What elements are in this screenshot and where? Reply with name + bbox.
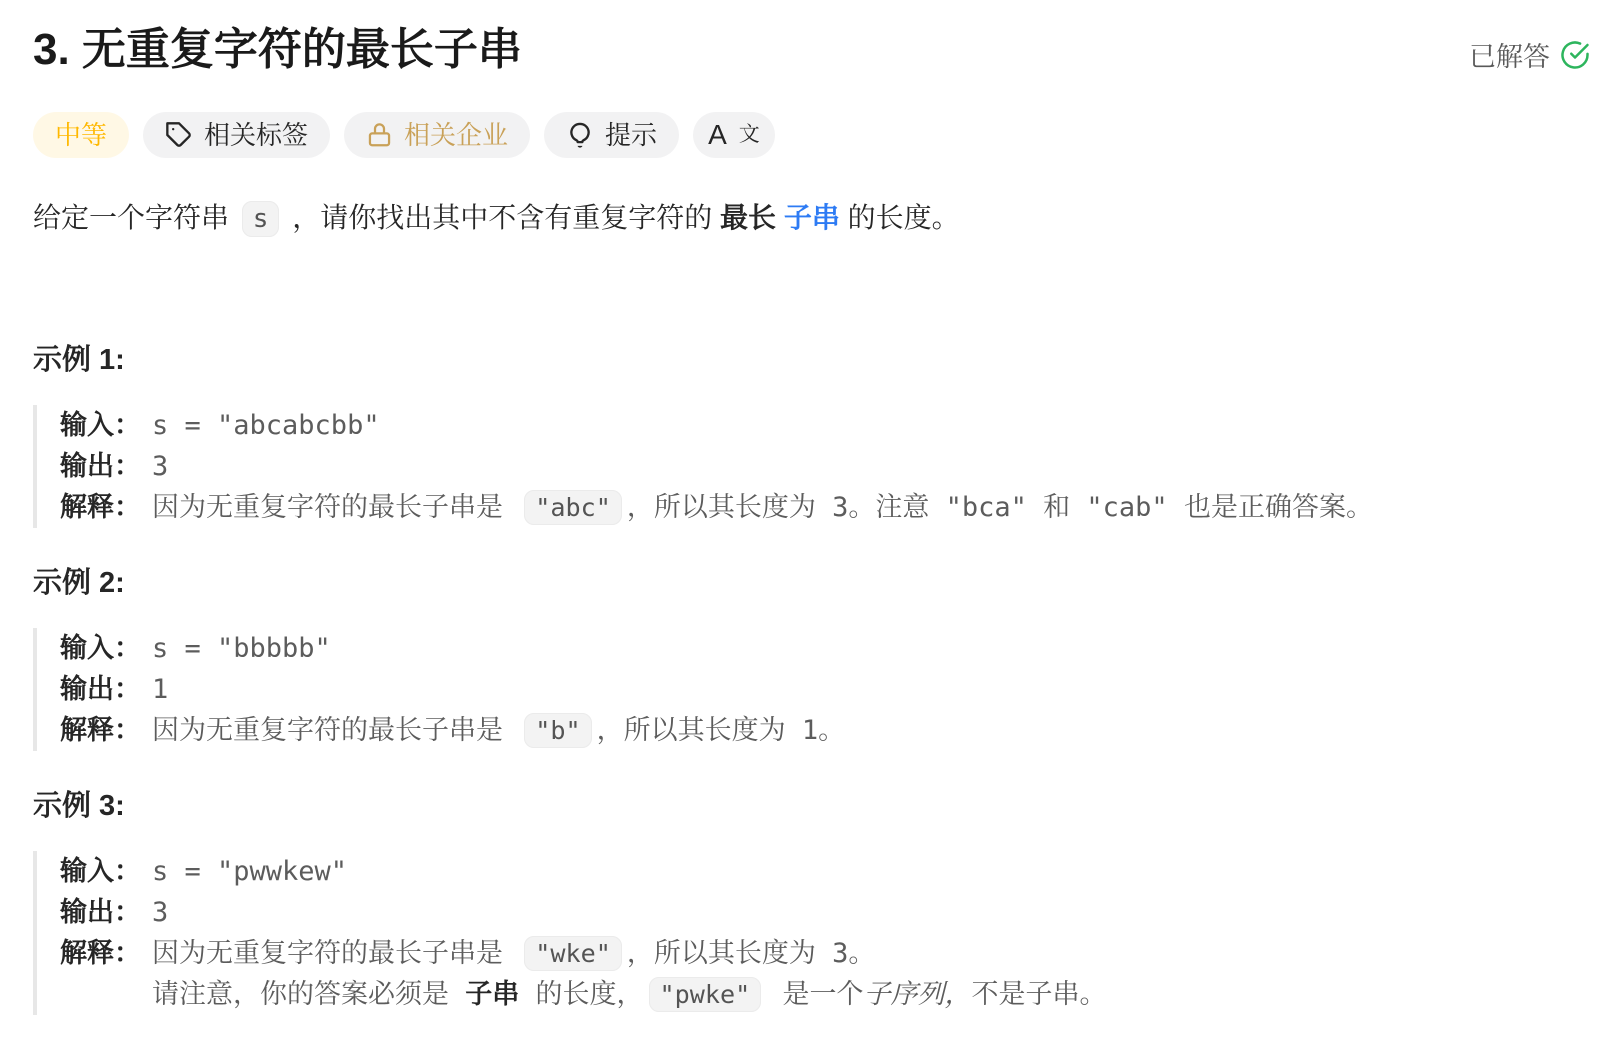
text-segment: 3 <box>152 896 169 928</box>
difficulty-label: 中等 <box>55 119 108 150</box>
example-line <box>60 710 1590 751</box>
line-content <box>152 488 1373 528</box>
text-segment: 因为无重复字符的最长子串是 <box>152 937 520 969</box>
text-segment: 的长度。 <box>839 201 960 233</box>
problem-statement <box>33 198 1590 239</box>
line-content <box>152 406 380 446</box>
example-line <box>60 487 1590 528</box>
example-3-heading: 示例 3: <box>33 789 125 822</box>
text-segment: s = "bbbbb" <box>152 632 331 664</box>
text-segment: 请注意，你的答案必须是 <box>152 978 466 1010</box>
text-segment: 1 <box>152 673 169 705</box>
example-line <box>60 669 1590 710</box>
text-segment: 是一个 <box>766 978 864 1010</box>
problem-title: 3. 无重复字符的最长子串 <box>33 25 522 74</box>
line-content <box>152 974 1107 1015</box>
text-segment: 3 <box>152 450 169 482</box>
line-content <box>152 852 347 892</box>
related-tags-button[interactable] <box>143 112 330 158</box>
lightbulb-icon <box>566 121 594 149</box>
hint-button[interactable] <box>544 112 679 158</box>
tags-row <box>33 112 1590 158</box>
hint-label: 提示 <box>605 119 658 150</box>
line-label: 解释： <box>60 937 141 968</box>
tag-icon <box>165 121 193 149</box>
line-label: 解释： <box>60 491 141 522</box>
line-content <box>152 893 168 933</box>
example-line <box>60 974 1590 1015</box>
line-label: 输入： <box>60 855 141 886</box>
related-tags-label: 相关标签 <box>204 119 309 150</box>
text-segment: 最长 <box>720 201 777 233</box>
text-segment: s <box>242 201 280 237</box>
example-line <box>60 933 1590 974</box>
example-line <box>60 851 1590 892</box>
text-segment: 子序列， <box>863 978 972 1010</box>
line-content <box>152 447 168 487</box>
line-label: 输入： <box>60 409 141 440</box>
text-segment: "b" <box>524 713 591 748</box>
related-companies-button[interactable] <box>344 112 530 158</box>
translate-icon-sub: 文 <box>738 123 760 147</box>
related-companies-label: 相关企业 <box>404 119 509 150</box>
line-label: 输出： <box>60 450 141 481</box>
example-2-heading: 示例 2: <box>33 566 125 599</box>
text-segment: "pwke" <box>649 977 762 1012</box>
solved-status-label: 已解答 <box>1469 42 1550 72</box>
substring-link[interactable]: 子串 <box>783 201 840 233</box>
line-content <box>152 711 845 751</box>
text-segment: 不是子串。 <box>971 978 1107 1010</box>
line-content <box>152 670 168 710</box>
line-label: 解释： <box>60 714 141 745</box>
example-3-block <box>33 851 1590 1015</box>
example-line <box>60 628 1590 669</box>
translate-icon: A <box>708 118 727 150</box>
text-segment: 给定一个字符串 <box>33 201 237 233</box>
line-label: 输出： <box>60 896 141 927</box>
example-2-block <box>33 628 1590 751</box>
text-segment: ，所以其长度为 3。 <box>626 937 876 969</box>
solved-status-badge <box>1469 35 1590 74</box>
example-line <box>60 405 1590 446</box>
check-circle-icon <box>1560 40 1590 70</box>
example-line <box>60 892 1590 933</box>
header-row <box>33 25 1590 76</box>
text-segment: 的长度， <box>519 978 644 1010</box>
line-content <box>152 934 875 974</box>
text-segment: ，所以其长度为 3。注意 "bca" 和 "cab" 也是正确答案。 <box>626 491 1373 523</box>
text-segment: ，所以其长度为 1。 <box>596 714 846 746</box>
line-label: 输入： <box>60 632 141 663</box>
text-segment <box>776 202 784 233</box>
line-content <box>152 629 331 669</box>
example-line <box>60 446 1590 487</box>
example-1-block <box>33 405 1590 528</box>
line-label: 输出： <box>60 673 141 704</box>
text-segment: s = "abcabcbb" <box>152 409 380 441</box>
text-segment: ，请你找出其中不含有重复字符的 <box>284 201 721 233</box>
text-segment: "abc" <box>524 490 622 525</box>
example-1-heading: 示例 1: <box>33 343 125 376</box>
text-segment: 子串 <box>465 978 520 1009</box>
translate-button[interactable] <box>693 112 775 158</box>
text-segment: 因为无重复字符的最长子串是 <box>152 714 520 746</box>
text-segment: "wke" <box>524 936 622 971</box>
difficulty-badge <box>33 112 129 158</box>
lock-icon <box>366 121 393 148</box>
text-segment: s = "pwwkew" <box>152 855 348 887</box>
text-segment: 因为无重复字符的最长子串是 <box>152 491 520 523</box>
